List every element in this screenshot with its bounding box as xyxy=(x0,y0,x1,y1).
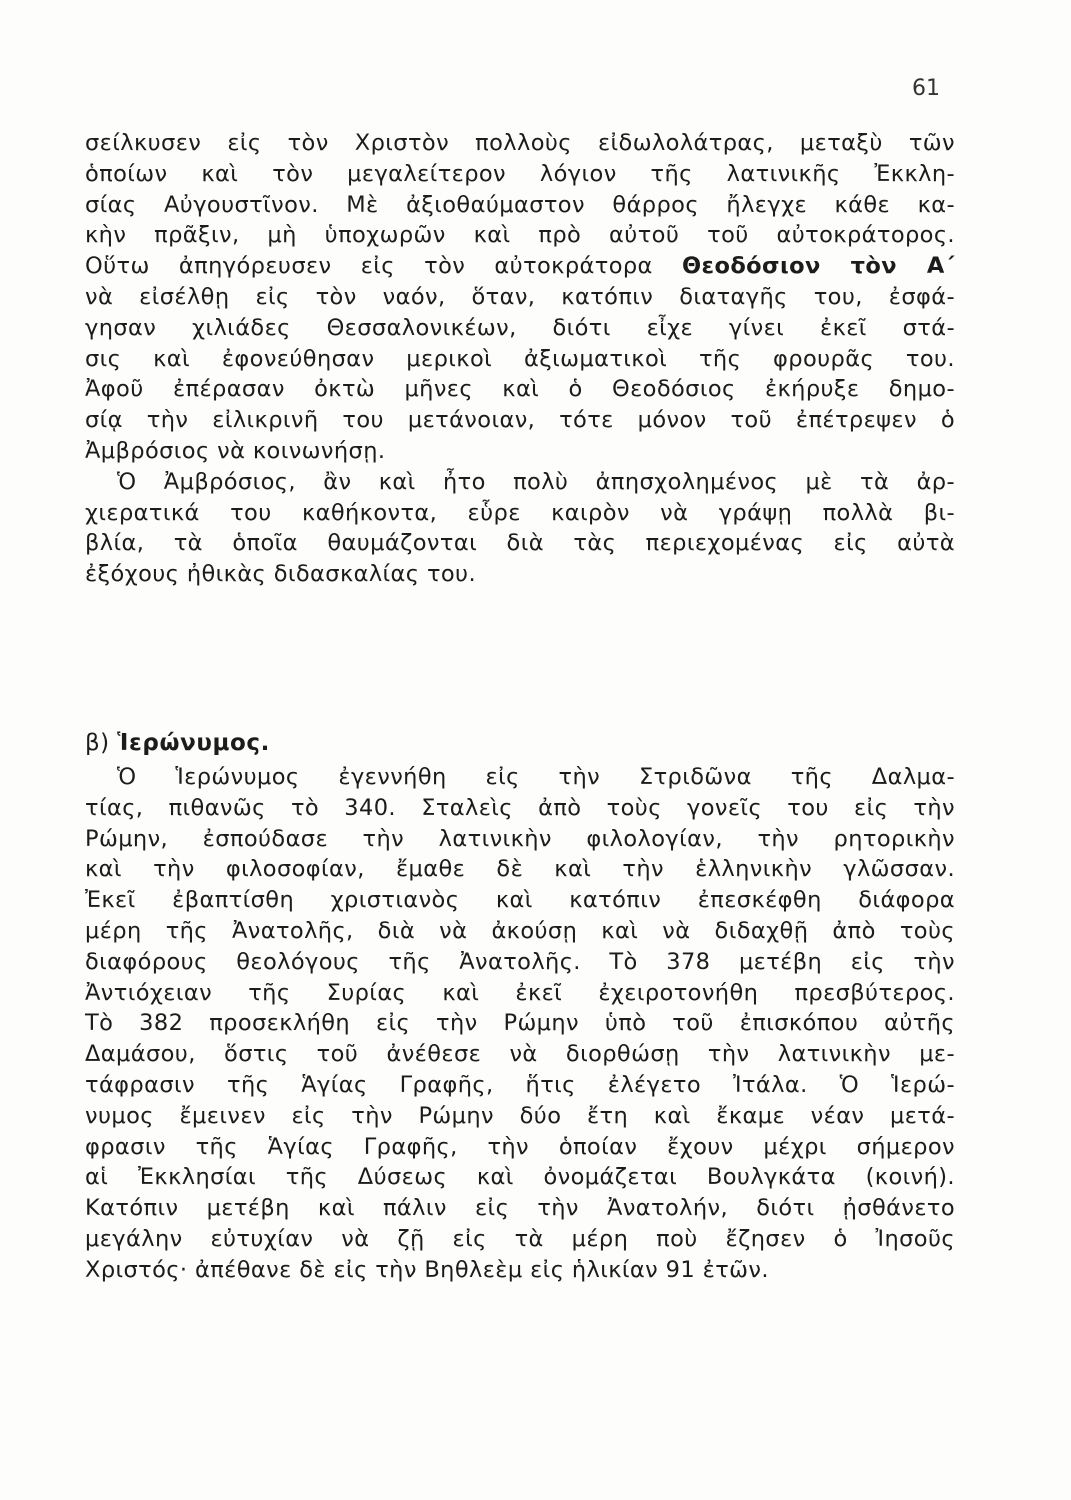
text-line: Ρώμην, ἐσπούδασε τὴν λατινικὴν φιλολογίαν, τὴν ρητορικὴν xyxy=(85,825,955,852)
emphasized-name: Θεοδόσιον τὸν Α΄ xyxy=(682,253,955,280)
text-line: νυμος ἔμεινεν εἰς τὴν Ρώμην δύο ἔτη καὶ ἔκαμε νέαν μετά- xyxy=(85,1102,955,1129)
text-line: Ἀντιόχειαν τῆς Συρίας καὶ ἐκεῖ ἐχειροτονήθη πρεσβύτερος. xyxy=(85,979,955,1006)
text-line: τίας, πιθανῶς τὸ 340. Σταλεὶς ἀπὸ τοὺς γονεῖς του εἰς τὴν xyxy=(85,794,955,821)
text-line: Ἐκεῖ ἐβαπτίσθη χριστιανὸς καὶ κατόπιν ἐπεσκέφθη διάφορα xyxy=(85,887,955,914)
text-line: Δαμάσου, ὅστις τοῦ ἀνέθεσε νὰ διορθώσῃ τὴν λατινικὴν με- xyxy=(85,1041,955,1068)
text-line: χιερατικά του καθήκοντα, εὗρε καιρὸν νὰ γράψῃ πολλὰ βι- xyxy=(85,499,955,526)
text-line: σίας Αὐγουστῖνον. Μὲ ἀξιοθαύμαστον θάρρος ἤλεγχε κάθε κα- xyxy=(85,191,955,218)
section-marker: β) xyxy=(85,730,110,756)
text-line: μεγάλην εὐτυχίαν νὰ ζῇ εἰς τὰ μέρη ποὺ ἔζησεν ὁ Ἰησοῦς xyxy=(85,1225,955,1252)
text-line: Ἀμβρόσιος νὰ κοινωνήσῃ. xyxy=(85,437,386,464)
text-line: διαφόρους θεολόγους τῆς Ἀνατολῆς. Τὸ 378 μετέβη εἰς τὴν xyxy=(85,948,955,975)
text-line: Χριστός· ἀπέθανε δὲ εἰς τὴν Βηθλεὲμ εἰς ἡλικίαν 91 ἐτῶν. xyxy=(85,1256,769,1283)
text-line: βλία, τὰ ὁποῖα θαυμάζονται διὰ τὰς περιεχομένας εἰς αὐτὰ xyxy=(85,530,955,557)
text-line: σείλκυσεν εἰς τὸν Χριστὸν πολλοὺς εἰδωλολάτρας, μεταξὺ τῶν xyxy=(85,130,955,156)
text-line: σις καὶ ἐφονεύθησαν μερικοὶ ἀξιωματικοὶ τῆς φρουρᾶς του. xyxy=(85,345,955,372)
text-line: γησαν χιλιάδες Θεσσαλονικέων, διότι εἶχε γίνει ἐκεῖ στά- xyxy=(85,314,955,341)
text-line: Ἀφοῦ ἐπέρασαν ὀκτὼ μῆνες καὶ ὁ Θεοδόσιος ἐκήρυξε δημο- xyxy=(85,376,955,403)
text-line: Τὸ 382 προσεκλήθη εἰς τὴν Ρώμην ὑπὸ τοῦ ἐπισκόπου αὐτῆς xyxy=(85,1010,955,1037)
section-hieronymus xyxy=(85,728,955,1286)
text-line: τάφρασιν τῆς Ἁγίας Γραφῆς, ἥτις ἐλέγετο Ἰτάλα. Ὁ Ἱερώ- xyxy=(85,1071,955,1098)
section-heading xyxy=(85,728,955,762)
text-line: ἐξόχους ἠθικὰς διδασκαλίας του. xyxy=(85,561,477,588)
text-line: Κατόπιν μετέβη καὶ πάλιν εἰς τὴν Ἀνατολήν, διότι ᾐσθάνετο xyxy=(85,1195,955,1222)
text-line: φρασιν τῆς Ἁγίας Γραφῆς, τὴν ὁποίαν ἔχουν μέχρι σήμερον xyxy=(85,1133,955,1160)
section-title: Ἱερώνυμος. xyxy=(117,730,270,756)
text-line: νὰ εἰσέλθῃ εἰς τὸν ναόν, ὅταν, κατόπιν διαταγῆς του, ἐσφά- xyxy=(85,283,955,310)
paragraph-ambrosius xyxy=(85,128,955,590)
text-line-start: Οὕτω ἀπηγόρευσεν εἰς τὸν αὐτοκράτορα xyxy=(85,253,653,280)
text-line: Ὁ Ἀμβρόσιος, ἂν καὶ ἦτο πολὺ ἀπησχολημένος μὲ τὰ ἀρ- xyxy=(117,468,955,495)
text-line: καὶ τὴν φιλοσοφίαν, ἔμαθε δὲ καὶ τὴν ἑλληνικὴν γλῶσσαν. xyxy=(85,856,955,883)
page-number: 61 xyxy=(912,76,940,101)
text-line: αἱ Ἐκκλησίαι τῆς Δύσεως καὶ ὀνομάζεται Βουλγκάτα (κοινή). xyxy=(85,1164,955,1191)
text-line-with-emphasis xyxy=(85,251,955,282)
text-line: σίᾳ τὴν εἰλικρινῆ του μετάνοιαν, τότε μόνον τοῦ ἐπέτρεψεν ὁ xyxy=(85,407,955,434)
text-line: μέρη τῆς Ἀνατολῆς, διὰ νὰ ἀκούσῃ καὶ νὰ διδαχθῇ ἀπὸ τοὺς xyxy=(85,917,955,944)
text-line: ὁποίων καὶ τὸν μεγαλείτερον λόγιον τῆς λατινικῆς Ἐκκλη- xyxy=(85,160,955,187)
text-line: κὴν πρᾶξιν, μὴ ὑποχωρῶν καὶ πρὸ αὐτοῦ τοῦ αὐτοκράτορος. xyxy=(85,222,955,249)
text-line: Ὁ Ἱερώνυμος ἐγεννήθη εἰς τὴν Στριδῶνα τῆς Δαλμα- xyxy=(117,764,955,790)
